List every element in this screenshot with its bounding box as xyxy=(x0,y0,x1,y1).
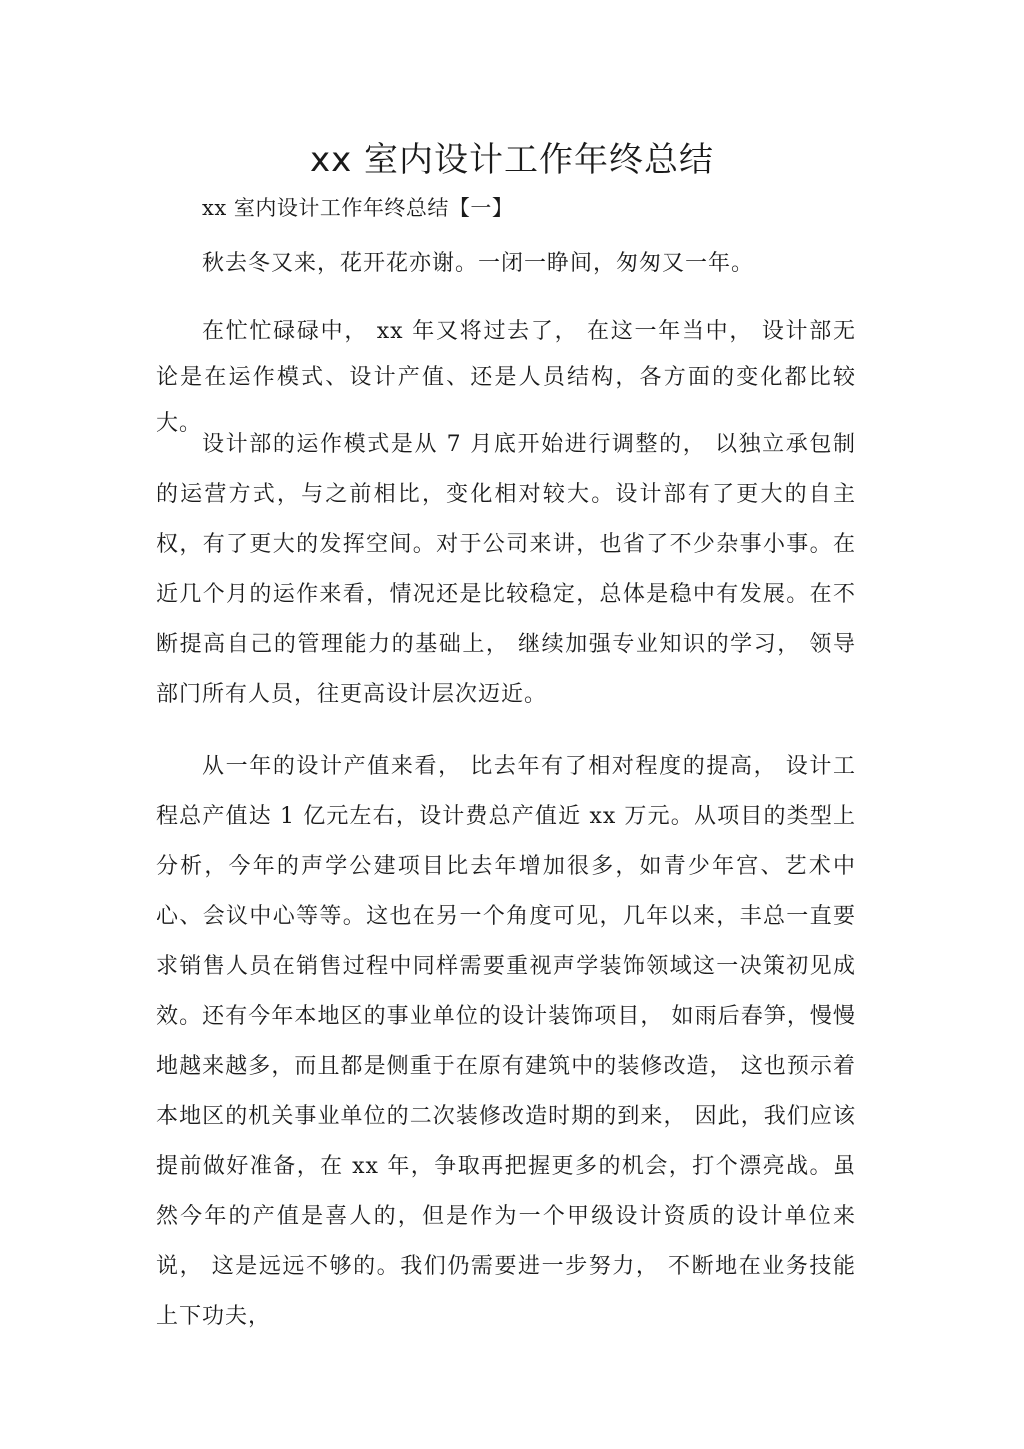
paragraph-4: 从一年的设计产值来看， 比去年有了相对程度的提高， 设计工程总产值达 1 亿元左右，设计费总产值近 xx 万元。从项目的类型上分析，今年的声学公建项目比去年增加很多，如青少年宫、艺术中心、会议中心等等。这也在另一个角度可见，几年以来，丰总一直要求销售人员在销售过程中同样需要重视声学装饰领域这一决策初见成效。还有今年本地区的事业单位的设计装饰项目， 如雨后春笋，慢慢地越来越多，而且都是侧重于在原有建筑中的装修改造， 这也预示着本地区的机关事业单位的二次装修改造时期的到来， 因此，我们应该提前做好准备，在 xx 年，争取再把握更多的机会，打个漂亮战。虽然今年的产值是喜人的，但是作为一个甲级设计资质的设计单位来说， 这是远远不够的。我们仍需要进一步努力， 不断地在业务技能上下功夫， xyxy=(156,754,856,1329)
section-heading: xx 室内设计工作年终总结【一】 xyxy=(202,196,514,220)
paragraph-2: 在忙忙碌碌中， xx 年又将过去了， 在这一年当中， 设计部无论是在运作模式、设计产值、还是人员结构，各方面的变化都比较大。 xyxy=(156,319,856,436)
paragraph-3: 设计部的运作模式是从 7 月底开始进行调整的， 以独立承包制的运营方式，与之前相比，变化相对较大。设计部有了更大的自主权，有了更大的发挥空间。对于公司来讲，也省了不少杂事小事。在近几个月的运作来看，情况还是比较稳定，总体是稳中有发展。在不断提高自己的管理能力的基础上， 继续加强专业知识的学习， 领导部门所有人员，往更高设计层次迈近。 xyxy=(156,432,856,707)
document-title: xx 室内设计工作年终总结 xyxy=(309,140,715,180)
paragraph-1: 秋去冬又来，花开花亦谢。一闭一睁间，匆匆又一年。 xyxy=(202,251,755,276)
